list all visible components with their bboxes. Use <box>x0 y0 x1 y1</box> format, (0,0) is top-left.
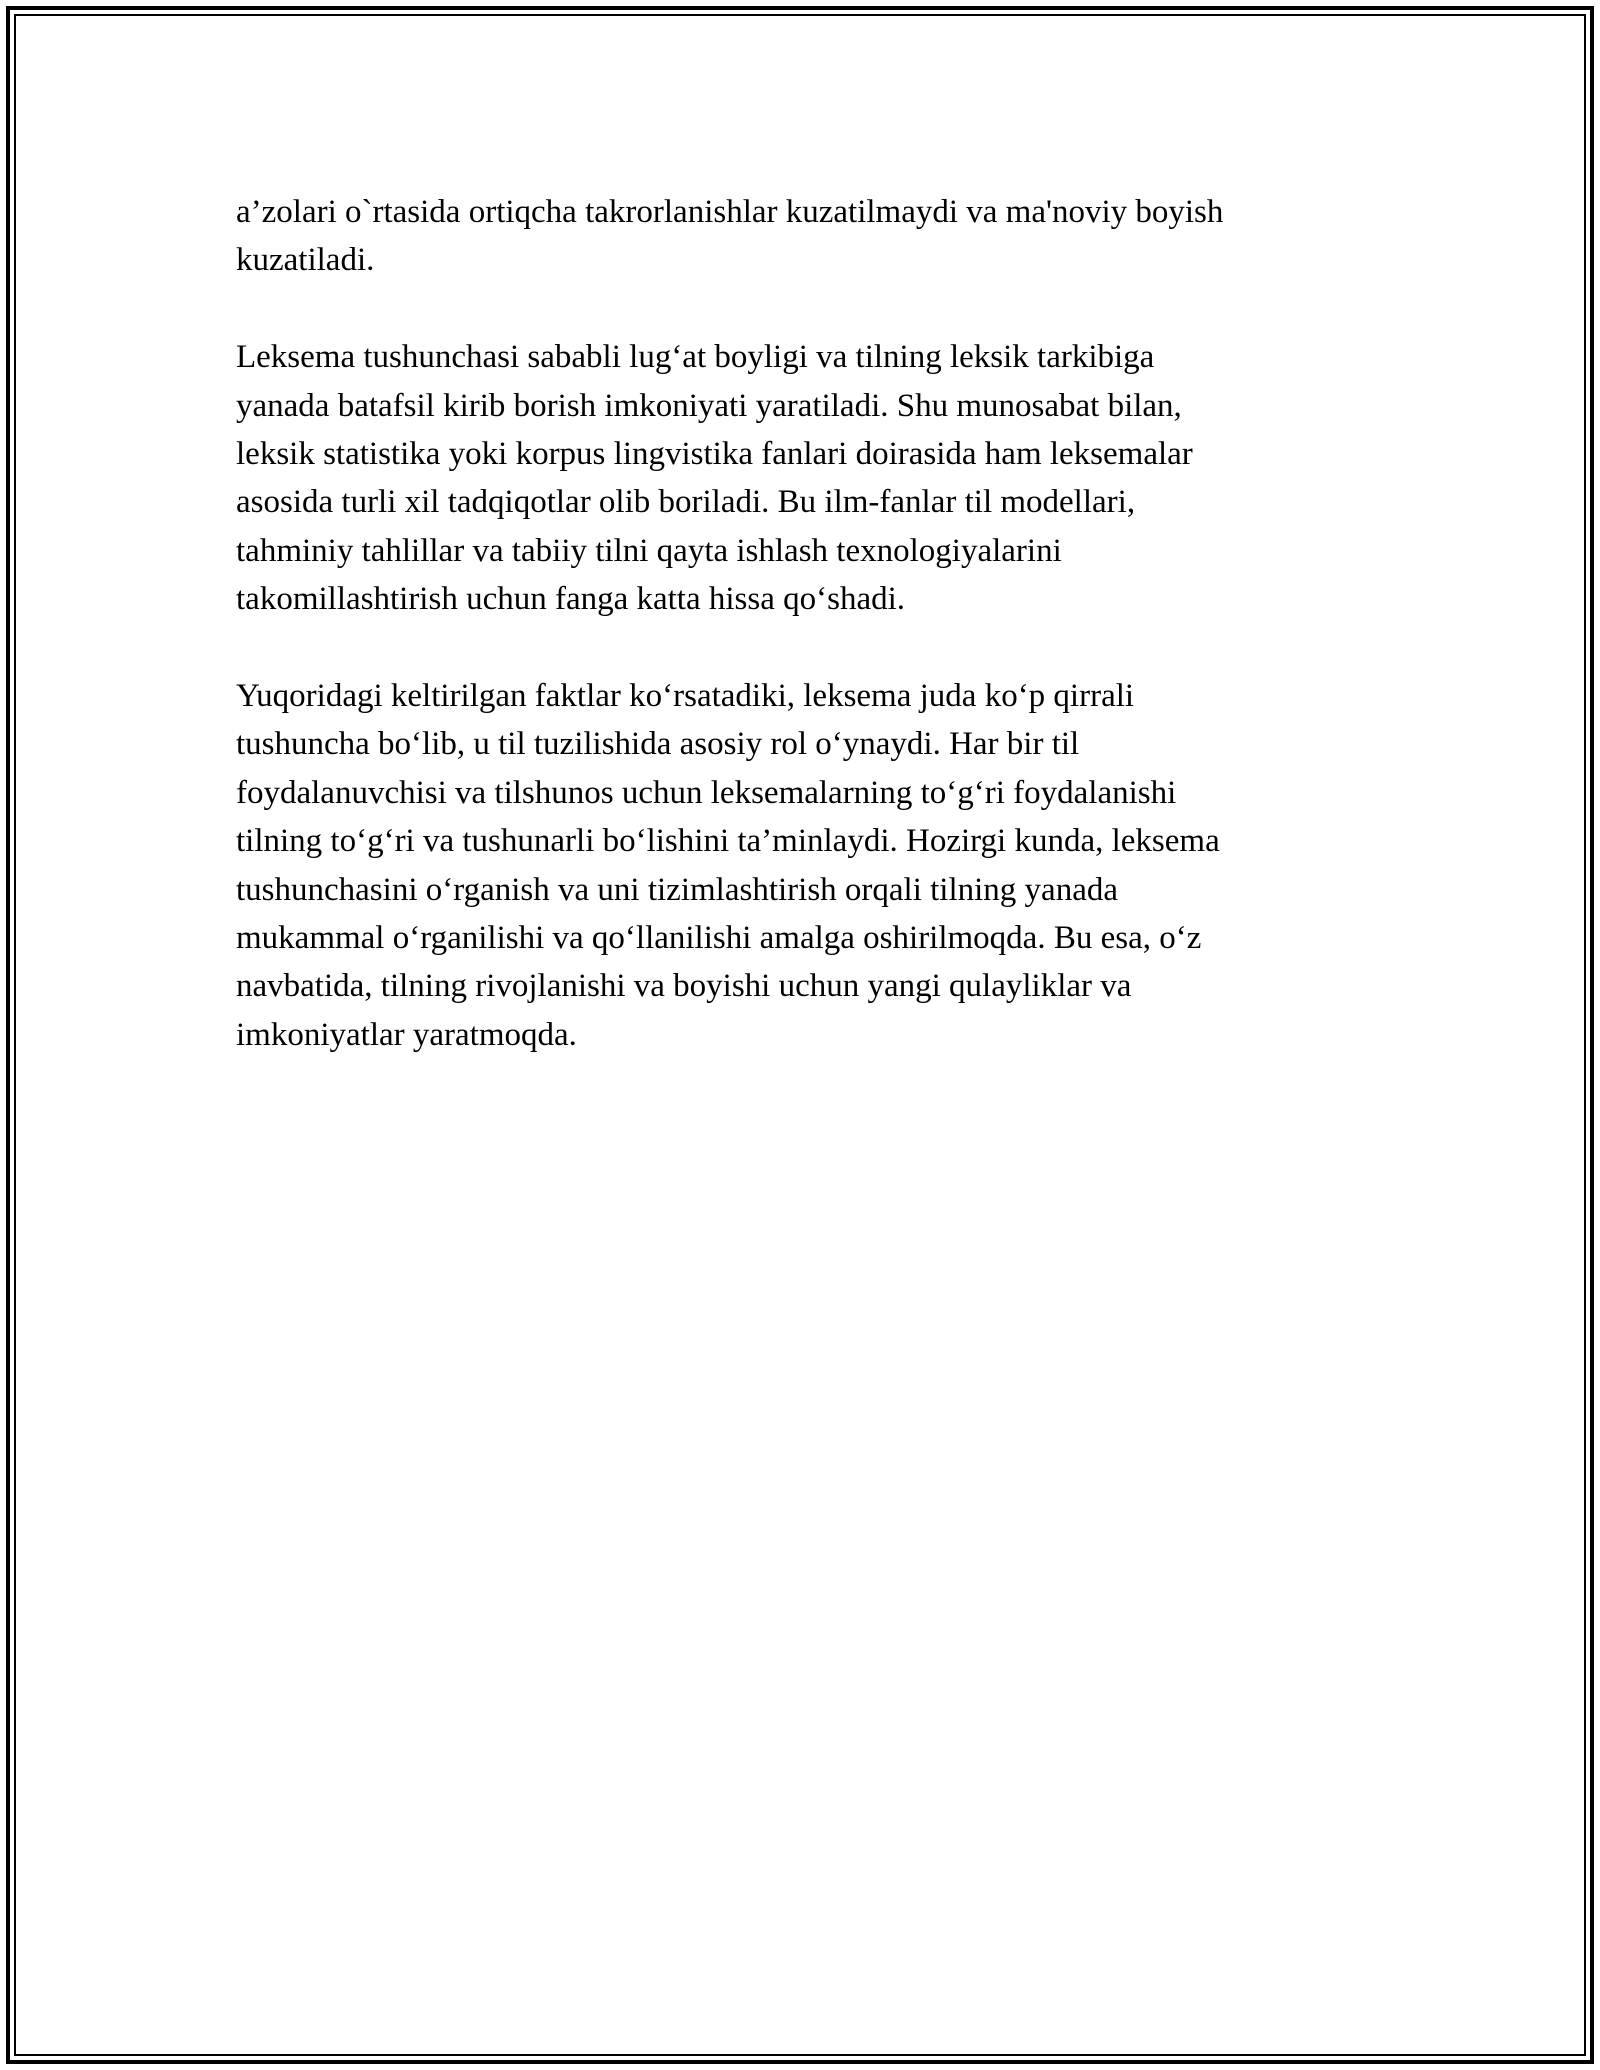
document-body <box>236 188 1356 1108</box>
paragraph-conclusion: Yuqoridagi keltirilgan faktlar ko‘rsatadiki, leksema juda ko‘p qirrali tushuncha bo‘lib, u til tuzilishida asosiy rol o‘ynaydi. Har bir til foydalanuvchisi va tilshunos uchun leksemalarning to‘g‘ri foydalanishi tilning to‘g‘ri va tushunarli bo‘lishini ta’minlaydi. Hozirgi kunda, leksema tushunchasini o‘rganish va uni tizimlashtirish orqali tilning yanada mukammal o‘rganilishi va qo‘llanilishi amalga oshirilmoqda. Bu esa, o‘z navbatida, tilning rivojlanishi va boyishi uchun yangi qulayliklar va imkoniyatlar yaratmoqda. <box>236 678 1220 1053</box>
paragraph-continuation: a’zolari o`rtasida ortiqcha takrorlanishlar kuzatilmaydi va ma'noviy boyish kuzatiladi. <box>236 194 1224 279</box>
paragraph-lexeme-vocabulary: Leksema tushunchasi sababli lug‘at boyligi va tilning leksik tarkibiga yanada batafsil kirib borish imkoniyati yaratiladi. Shu munosabat bilan, leksik statistika yoki korpus lingvistika fanlari doirasida ham leksemalar asosida turli xil tadqiqotlar olib boriladi. Bu ilm-fanlar til modellari, tahminiy tahlillar va tabiiy tilni qayta ishlash texnologiyalarini takomillashtirish uchun fanga katta hissa qo‘shadi. <box>236 339 1193 618</box>
